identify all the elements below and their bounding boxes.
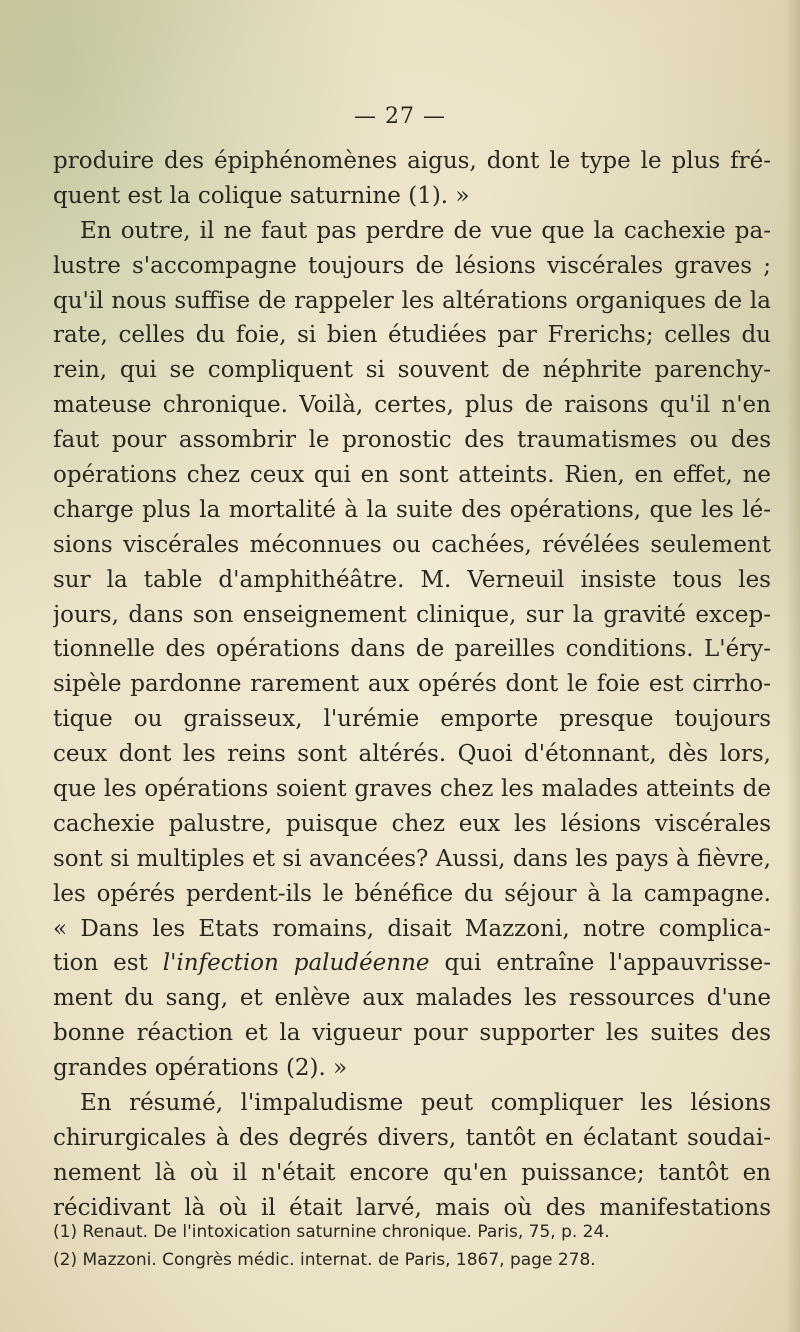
text-line: ceux dont les reins sont altérés. Quoi d'étonnant, dès lors,	[53, 741, 771, 768]
text-line: charge plus la mortalité à la suite des opérations, que les lé-	[53, 496, 771, 523]
text-line: « Dans les Etats romains, disait Mazzoni, notre complica-	[53, 915, 771, 942]
body-text	[53, 144, 771, 1226]
text-line: faut pour assombrir le pronostic des traumatismes ou des	[53, 427, 771, 454]
text-line: nement là où il n'était encore qu'en puissance; tantôt en	[53, 1159, 771, 1186]
page-edge-shadow	[786, 0, 800, 1332]
footnote: (2) Mazzoni. Congrès médic. internat. de Paris, 1867, page 278.	[53, 1250, 596, 1270]
footnote: (1) Renaut. De l'intoxication saturnine chronique. Paris, 75, p. 24.	[53, 1222, 610, 1242]
text-line: En résumé, l'impaludisme peut compliquer les lésions	[80, 1090, 771, 1117]
text-line: sur la table d'amphithéâtre. M. Verneuil insiste tous les	[53, 566, 771, 593]
italic-term: l'infection paludéenne	[162, 950, 430, 977]
text-line: cachexie palustre, puisque chez eux les lésions viscérales	[53, 810, 771, 837]
text-line: rein, qui se compliquent si souvent de néphrite parenchy-	[53, 357, 771, 384]
text-line: rate, celles du foie, si bien étudiées par Frerichs; celles du	[53, 322, 771, 349]
text-line: jours, dans son enseignement clinique, sur la gravité excep-	[53, 601, 771, 628]
text-fragment: tion est	[53, 950, 163, 977]
page-number: — 27 —	[354, 104, 446, 129]
text-line: sont si multiples et si avancées? Aussi, dans les pays à fièvre,	[53, 845, 771, 872]
text-line: sipèle pardonne rarement aux opérés dont le foie est cirrho-	[53, 671, 771, 698]
text-line-with-italic	[53, 946, 771, 981]
text-line: qu'il nous suffise de rappeler les altérations organiques de la	[53, 287, 771, 314]
text-line: les opérés perdent-ils le bénéfice du séjour à la campagne.	[53, 880, 771, 907]
text-line: En outre, il ne faut pas perdre de vue que la cachexie pa-	[80, 217, 771, 244]
text-line: récidivant là où il était larvé, mais où des manifestations	[53, 1194, 771, 1221]
text-line: sions viscérales méconnues ou cachées, révélées seulement	[53, 531, 771, 558]
text-line: lustre s'accompagne toujours de lésions viscérales graves ;	[53, 252, 771, 279]
text-line: mateuse chronique. Voilà, certes, plus de raisons qu'il n'en	[53, 392, 771, 419]
text-line: que les opérations soient graves chez les malades atteints de	[53, 776, 771, 803]
text-line: chirurgicales à des degrés divers, tantôt en éclatant soudai-	[53, 1124, 771, 1151]
text-line: tionnelle des opérations dans de pareilles conditions. L'éry-	[53, 636, 771, 663]
text-line: bonne réaction et la vigueur pour supporter les suites des	[53, 1020, 771, 1047]
text-line: ment du sang, et enlève aux malades les ressources d'une	[53, 985, 771, 1012]
footnotes	[53, 1218, 771, 1274]
text-line: quent est la colique saturnine (1). »	[53, 182, 470, 209]
text-line: produire des épiphénomènes aigus, dont le type le plus fré-	[53, 148, 771, 174]
text-line: tique ou graisseux, l'urémie emporte presque toujours	[53, 706, 771, 733]
text-fragment: qui entraîne l'appauvrisse-	[429, 950, 771, 977]
text-line: grandes opérations (2). »	[53, 1055, 348, 1082]
text-line: opérations chez ceux qui en sont atteints. Rien, en effet, ne	[53, 462, 771, 489]
